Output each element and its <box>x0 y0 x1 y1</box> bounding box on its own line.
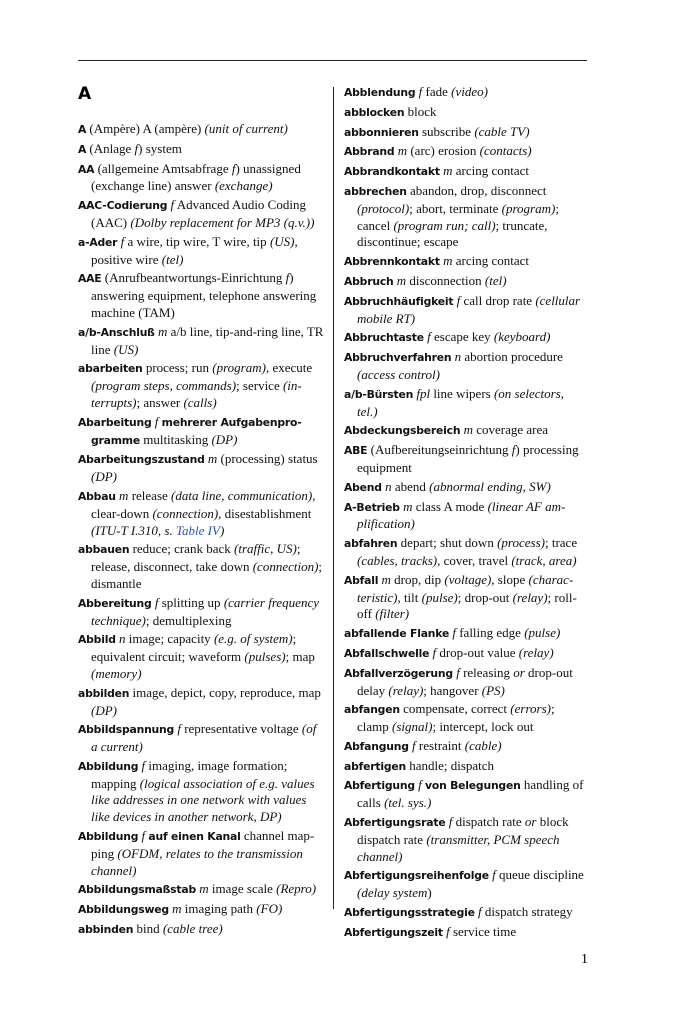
dictionary-entry <box>344 163 587 181</box>
dictionary-entry <box>344 84 587 102</box>
entry-text: (process) <box>497 535 545 551</box>
entry-text: (cables, tracks) <box>357 552 438 568</box>
entry-text: f <box>141 757 146 773</box>
entry-headword: mehrerer Aufgabenprogramme <box>91 415 302 447</box>
entry-text: f <box>418 777 422 793</box>
entry-text: arcing contact <box>452 253 529 269</box>
entry-text: f <box>120 233 125 249</box>
entry-text: m <box>443 253 453 269</box>
entry-text: (traffic, US) <box>234 541 297 557</box>
entry-text: abortion procedure <box>461 349 563 365</box>
entry-headword: Abbildung <box>78 830 139 844</box>
entry-text: fpl <box>416 385 431 401</box>
entry-text: (DP) <box>91 469 117 485</box>
entry-headword: abbonnieren <box>344 125 419 139</box>
header-rule <box>78 60 587 61</box>
dictionary-entry <box>78 360 326 411</box>
entry-text: ; release, disconnect, take down <box>91 541 301 575</box>
entry-text: ) answering equipment, telephone answering machine (TAM) <box>91 270 317 320</box>
entry-text: a wire, tip wire, T wire, tip <box>124 233 270 249</box>
entry-text: (program) <box>212 360 266 376</box>
entry-text: (Ampère) A (ampère) <box>86 121 205 136</box>
entry-headword: Abbrennkontakt <box>344 255 440 269</box>
entry-text: (video) <box>451 84 488 99</box>
entry-text: ; demultiplexing <box>145 612 232 628</box>
left-column <box>78 84 326 941</box>
entry-headword: AAC-Codierung <box>78 199 168 213</box>
entry-text: (on selectors, tel.) <box>357 385 565 419</box>
entry-text: f <box>432 644 437 660</box>
entry-text: (DP) <box>91 702 117 718</box>
entry-text: (errors) <box>510 701 551 717</box>
dictionary-entry <box>78 901 326 919</box>
entry-headword: abfallende Flanke <box>344 627 450 641</box>
cross-reference-link[interactable]: Table IV <box>176 522 220 538</box>
entry-text: ; clamp <box>357 701 555 735</box>
right-column <box>344 84 587 944</box>
entry-text: m <box>396 272 407 288</box>
entry-text: (OFDM, relates to the transmission channel) <box>91 845 303 878</box>
entry-headword: abbauen <box>78 543 130 557</box>
dictionary-entry <box>78 828 326 879</box>
entry-headword: A <box>78 123 87 136</box>
dictionary-entry <box>344 422 587 440</box>
entry-text: (tel) <box>484 272 507 288</box>
entry-text: (ITU-T I.310, s. <box>91 522 176 538</box>
entry-headword: Abbild <box>78 633 116 647</box>
dictionary-entry <box>344 904 587 922</box>
entry-text: f <box>177 721 181 737</box>
entry-text: image, depict, copy, reproduce, map <box>129 684 321 700</box>
entry-text: falling edge <box>455 625 525 641</box>
entry-headword: ABE <box>344 444 368 458</box>
entry-text: m <box>381 571 391 587</box>
entry-text: handle; dispatch <box>405 757 495 773</box>
entry-headword: a/b-Bürsten <box>344 387 414 401</box>
entry-headword: Abbrandkontakt <box>344 165 440 179</box>
entry-text: f <box>170 197 175 213</box>
entry-text: block <box>404 103 437 119</box>
entry-text: m <box>158 323 168 339</box>
entry-text: Advanced Audio Coding (AAC) <box>91 197 306 230</box>
entry-text: call drop rate <box>460 292 536 308</box>
entry-text: ; trace <box>544 535 578 551</box>
entry-text: (Anlage <box>86 140 135 156</box>
entry-text: ) <box>427 885 432 901</box>
entry-text: (cable tree) <box>162 921 223 937</box>
dictionary-entry <box>344 665 587 700</box>
entry-text: m <box>443 163 453 179</box>
dictionary-entry <box>78 758 326 826</box>
entry-headword: Abdeckungsbereich <box>344 424 461 438</box>
entry-text: class A mode <box>412 498 488 514</box>
entry-text: process; run <box>142 360 213 376</box>
entry-text: , slope <box>491 571 529 587</box>
dictionary-entry <box>344 349 587 384</box>
dictionary-entry <box>344 329 587 347</box>
entry-text: (calls) <box>183 394 217 410</box>
dictionary-entry <box>344 625 587 643</box>
entry-list-left <box>78 121 326 939</box>
entry-headword: Abbildungsweg <box>78 903 169 917</box>
entry-text: ) processing equipment <box>357 442 579 475</box>
entry-text: fade <box>422 84 452 99</box>
dictionary-entry <box>344 535 587 570</box>
entry-text: (Anrufbeantwortungs-Einrichtung <box>101 270 286 286</box>
entry-text: m <box>463 422 473 438</box>
entry-text: f <box>154 413 159 429</box>
dictionary-entry <box>78 270 326 321</box>
entry-text: f <box>427 329 431 345</box>
entry-text: f <box>154 594 159 610</box>
entry-text: (Dolby replacement for MP3 (q.v.)) <box>130 214 315 230</box>
dictionary-entry <box>344 758 587 776</box>
entry-text: f <box>231 160 236 176</box>
entry-headword: abbilden <box>78 686 130 700</box>
entry-text: (contacts) <box>479 143 532 159</box>
entry-text: (Repro) <box>276 881 317 897</box>
entry-text: m <box>172 901 182 917</box>
entry-text: (protocol) <box>357 200 410 216</box>
entry-text: (DP) <box>211 431 238 447</box>
dictionary-entry <box>344 386 587 421</box>
entry-text: (cellular mobile RT) <box>357 292 581 326</box>
entry-text: f <box>452 625 456 641</box>
entry-text: block dispatch rate <box>357 814 569 847</box>
entry-text: (transmitter, PCM speech channel) <box>357 831 560 864</box>
entry-text: (memory) <box>91 665 142 681</box>
entry-headword: Abbau <box>78 489 116 503</box>
dictionary-entry <box>78 921 326 939</box>
entry-text: , positive wire <box>91 233 298 267</box>
entry-text: m <box>119 487 129 503</box>
entry-text: f <box>492 867 496 883</box>
entry-text: , cover, travel <box>437 552 512 568</box>
dictionary-entry <box>344 104 587 122</box>
entry-text: depart; shut down <box>397 535 498 551</box>
entry-text: splitting up <box>158 594 224 610</box>
entry-text: ; hangover <box>423 682 482 698</box>
entry-headword: Abfertigungsrate <box>344 816 446 830</box>
entry-headword: abfahren <box>344 537 398 551</box>
entry-text: (tel. sys.) <box>384 795 432 811</box>
entry-headword: Abbildung <box>78 759 139 773</box>
entry-text: drop-out delay <box>357 664 573 698</box>
entry-text: subscribe <box>418 123 475 139</box>
entry-text: (program steps, commands) <box>91 378 237 394</box>
dictionary-entry <box>344 924 587 942</box>
entry-text: coverage area <box>472 422 549 438</box>
entry-text: (pulse) <box>524 625 561 641</box>
entry-text: f <box>418 84 423 99</box>
entry-text: (abnormal ending, SW) <box>429 478 551 494</box>
entry-text: , disestablishment <box>218 505 312 521</box>
entry-headword: Abbruchtaste <box>344 331 424 345</box>
dictionary-entry <box>78 721 326 756</box>
entry-text: ; cancel <box>357 200 559 233</box>
entry-headword: Abfallschwelle <box>344 646 430 660</box>
dictionary-entry <box>344 572 587 623</box>
entry-text: releasing <box>459 664 514 680</box>
entry-headword: abfertigen <box>344 759 406 773</box>
entry-text: n <box>119 631 126 647</box>
dictionary-entry <box>78 451 326 486</box>
entry-headword: AA <box>78 162 95 176</box>
entry-text: dispatch strategy <box>481 904 573 920</box>
entry-text: (interrupts) <box>91 378 302 410</box>
entry-headword: AAE <box>78 272 102 286</box>
dictionary-entry <box>78 488 326 539</box>
entry-text: (data line, communication) <box>171 487 313 503</box>
entry-text: (delay system <box>357 885 428 901</box>
section-letter: A <box>78 84 92 104</box>
entry-headword: Abfertigungsreihenfolge <box>344 869 489 883</box>
entry-text: ; abort, terminate <box>409 200 502 216</box>
entry-text: f <box>478 904 482 920</box>
entry-list-right <box>344 84 587 942</box>
entry-headword: Abbruchhäufigkeit <box>344 294 454 308</box>
entry-text: disconnection <box>406 272 485 288</box>
dictionary-entry <box>78 161 326 196</box>
entry-text: (unit of current) <box>204 121 288 136</box>
dictionary-entry <box>344 701 587 736</box>
entry-text: (connection) <box>252 559 319 575</box>
entry-text: (tel) <box>161 251 184 267</box>
entry-text: ) system <box>138 140 182 156</box>
column-divider <box>333 87 334 909</box>
entry-headword: abfangen <box>344 703 400 717</box>
entry-text: m <box>199 881 209 897</box>
dictionary-entry <box>344 124 587 142</box>
entry-headword: Abfertigungsstrategie <box>344 906 475 920</box>
entry-headword: Abbruchverfahren <box>344 351 452 365</box>
entry-headword: a-Ader <box>78 235 118 249</box>
entry-text: line wipers <box>430 385 494 401</box>
entry-text: channel mapping <box>91 828 315 861</box>
dictionary-entry <box>78 234 326 269</box>
entry-text: abend <box>391 478 430 494</box>
entry-text: abandon, drop, disconnect <box>406 182 547 198</box>
entry-text: handling of calls <box>357 777 584 811</box>
entry-text: (cable TV) <box>474 123 530 139</box>
dictionary-entry <box>344 814 587 865</box>
entry-text: ) unassigned (exchange line) answer <box>91 160 301 194</box>
entry-text: or <box>524 814 537 830</box>
entry-headword: Abblendung <box>344 86 416 99</box>
entry-headword: auf einen Kanal <box>148 830 241 844</box>
entry-headword: Abend <box>344 480 382 494</box>
entry-text: (connection) <box>152 505 219 521</box>
dictionary-entry <box>344 738 587 756</box>
entry-text: f <box>285 270 290 286</box>
entry-text: (pulses) <box>244 649 286 665</box>
dictionary-entry <box>344 253 587 271</box>
entry-text: a/b line, tip-and-ring line, TR line <box>91 323 324 357</box>
dictionary-entry <box>78 685 326 720</box>
entry-text: f <box>134 140 139 156</box>
dictionary-entry <box>78 595 326 630</box>
entry-text: (program run; call) <box>393 217 496 233</box>
dictionary-entry <box>344 143 587 161</box>
entry-text: image scale <box>208 881 277 897</box>
entry-headword: Abfallverzögerung <box>344 666 453 680</box>
entry-headword: abbrechen <box>344 184 407 198</box>
dictionary-entry <box>344 867 587 902</box>
entry-text: (logical association of e.g. values like addresses in one network with values like devices in another network, DP) <box>91 775 315 825</box>
entry-text: m <box>403 498 413 514</box>
entry-text: ; equivalent circuit; waveform <box>91 631 297 665</box>
entry-headword: Abfangung <box>344 739 409 753</box>
entry-text: n <box>454 349 462 365</box>
entry-text: service time <box>449 923 517 939</box>
entry-text: ; intercept, lock out <box>432 719 534 735</box>
entry-text: (program) <box>501 200 556 216</box>
entry-text: image; capacity <box>125 631 214 647</box>
entry-headword: abbinden <box>78 923 134 937</box>
entry-text: (linear AF amplification) <box>357 498 566 532</box>
entry-text: f <box>456 292 461 308</box>
entry-text: (track, area) <box>511 552 577 568</box>
entry-headword: Abfall <box>344 573 379 587</box>
entry-text: ; map <box>285 649 315 665</box>
entry-text: (relay) <box>388 682 424 698</box>
entry-text: f <box>412 737 416 753</box>
entry-text: (of a current) <box>91 721 317 755</box>
dictionary-entry <box>344 777 587 812</box>
entry-text: f <box>456 664 460 680</box>
entry-text: (FO) <box>256 901 283 917</box>
entry-text: bind <box>133 921 163 937</box>
entry-headword: Abbildungsmaßstab <box>78 883 196 897</box>
entry-text: representative voltage <box>180 721 302 737</box>
entry-text: queue discipline <box>495 867 584 883</box>
entry-text: m <box>397 143 408 159</box>
entry-headword: a/b-Anschluß <box>78 325 155 339</box>
entry-headword: Abbildspannung <box>78 723 175 737</box>
entry-text: (relay) <box>518 644 554 660</box>
entry-text: (arc) erosion <box>407 143 480 159</box>
entry-text: (characteristic) <box>357 571 574 605</box>
entry-text: ; dismantle <box>91 559 323 591</box>
dictionary-entry <box>78 141 326 159</box>
entry-text: multitasking <box>139 431 212 447</box>
dictionary-entry <box>344 183 587 251</box>
entry-text: arcing contact <box>452 163 529 179</box>
entry-text: ) <box>219 522 225 538</box>
entry-headword: abarbeiten <box>78 362 143 376</box>
entry-headword: A-Betrieb <box>344 500 400 514</box>
entry-text: (relay) <box>512 589 548 605</box>
dictionary-entry <box>344 273 587 291</box>
entry-text: dispatch rate <box>452 814 525 830</box>
entry-text: , tilt <box>397 589 422 605</box>
entry-text: (processing) status <box>217 451 318 467</box>
dictionary-entry <box>344 499 587 534</box>
entry-text: , execute <box>265 360 313 376</box>
entry-text: (PS) <box>481 682 505 698</box>
entry-text: n <box>385 478 392 494</box>
entry-headword: Abfertigung <box>344 779 415 793</box>
entry-text: (voltage) <box>444 571 492 587</box>
dictionary-entry <box>344 442 587 477</box>
entry-text: imaging, image formation; mapping <box>91 757 288 791</box>
entry-text: f <box>511 442 516 458</box>
entry-text: (filter) <box>375 606 410 622</box>
entry-text: escape key <box>430 329 494 345</box>
entry-text: (pulse) <box>421 589 458 605</box>
entry-text: ; drop-out <box>457 589 513 605</box>
entry-text: ; roll-off <box>357 589 577 622</box>
entry-text: (e.g. of system) <box>213 631 293 647</box>
entry-headword: Abbrand <box>344 145 395 159</box>
entry-headword: Abarbeitung <box>78 415 152 429</box>
dictionary-entry <box>78 197 326 232</box>
entry-text: ; service <box>236 378 283 394</box>
entry-text: (Aufbereitungseinrichtung <box>367 442 512 458</box>
entry-text: reduce; crank back <box>129 541 234 557</box>
dictionary-entry <box>78 414 326 450</box>
entry-text: (allgemeine Amtsabfrage <box>94 160 232 176</box>
entry-headword: Abfertigungszeit <box>344 925 443 939</box>
entry-text: m <box>207 451 218 467</box>
entry-text: (carrier frequency technique) <box>91 594 319 628</box>
dictionary-entry <box>78 541 326 592</box>
dictionary-entry <box>344 645 587 663</box>
entry-text: f <box>448 814 453 830</box>
entry-text: f <box>141 828 146 844</box>
dictionary-entry <box>344 479 587 497</box>
entry-text: (cable) <box>464 737 502 753</box>
dictionary-entry <box>78 324 326 359</box>
entry-headword: Abbruch <box>344 274 394 288</box>
entry-text: , clear-down <box>91 487 316 521</box>
dictionary-entry <box>344 293 587 328</box>
dictionary-entry <box>78 881 326 899</box>
entry-text: restraint <box>415 737 465 753</box>
entry-headword: von Belegungen <box>425 779 521 793</box>
entry-text: (US) <box>113 341 139 357</box>
page-number: 1 <box>581 952 588 967</box>
entry-text: imaging path <box>181 901 257 917</box>
entry-text: (access control) <box>357 366 440 382</box>
entry-text: drop-out value <box>436 644 519 660</box>
entry-text: release <box>128 487 172 503</box>
entry-text: (keyboard) <box>493 329 551 345</box>
entry-headword: Abbereitung <box>78 596 152 610</box>
entry-text: ; answer <box>136 394 184 410</box>
entry-text: (exchange) <box>214 178 273 194</box>
entry-headword: Abarbeitungszustand <box>78 453 205 467</box>
entry-text: f <box>446 923 450 939</box>
entry-text: ; truncate, discontinue; escape <box>357 217 548 250</box>
entry-text: or <box>513 664 525 680</box>
entry-text: drop, dip <box>390 571 445 587</box>
entry-text: (US) <box>269 233 295 249</box>
entry-headword: A <box>78 142 87 156</box>
dictionary-entry <box>78 121 326 139</box>
entry-text: compensate, correct <box>399 701 511 717</box>
entry-text: (signal) <box>392 719 433 735</box>
entry-headword: abblocken <box>344 105 405 119</box>
dictionary-entry <box>78 631 326 682</box>
